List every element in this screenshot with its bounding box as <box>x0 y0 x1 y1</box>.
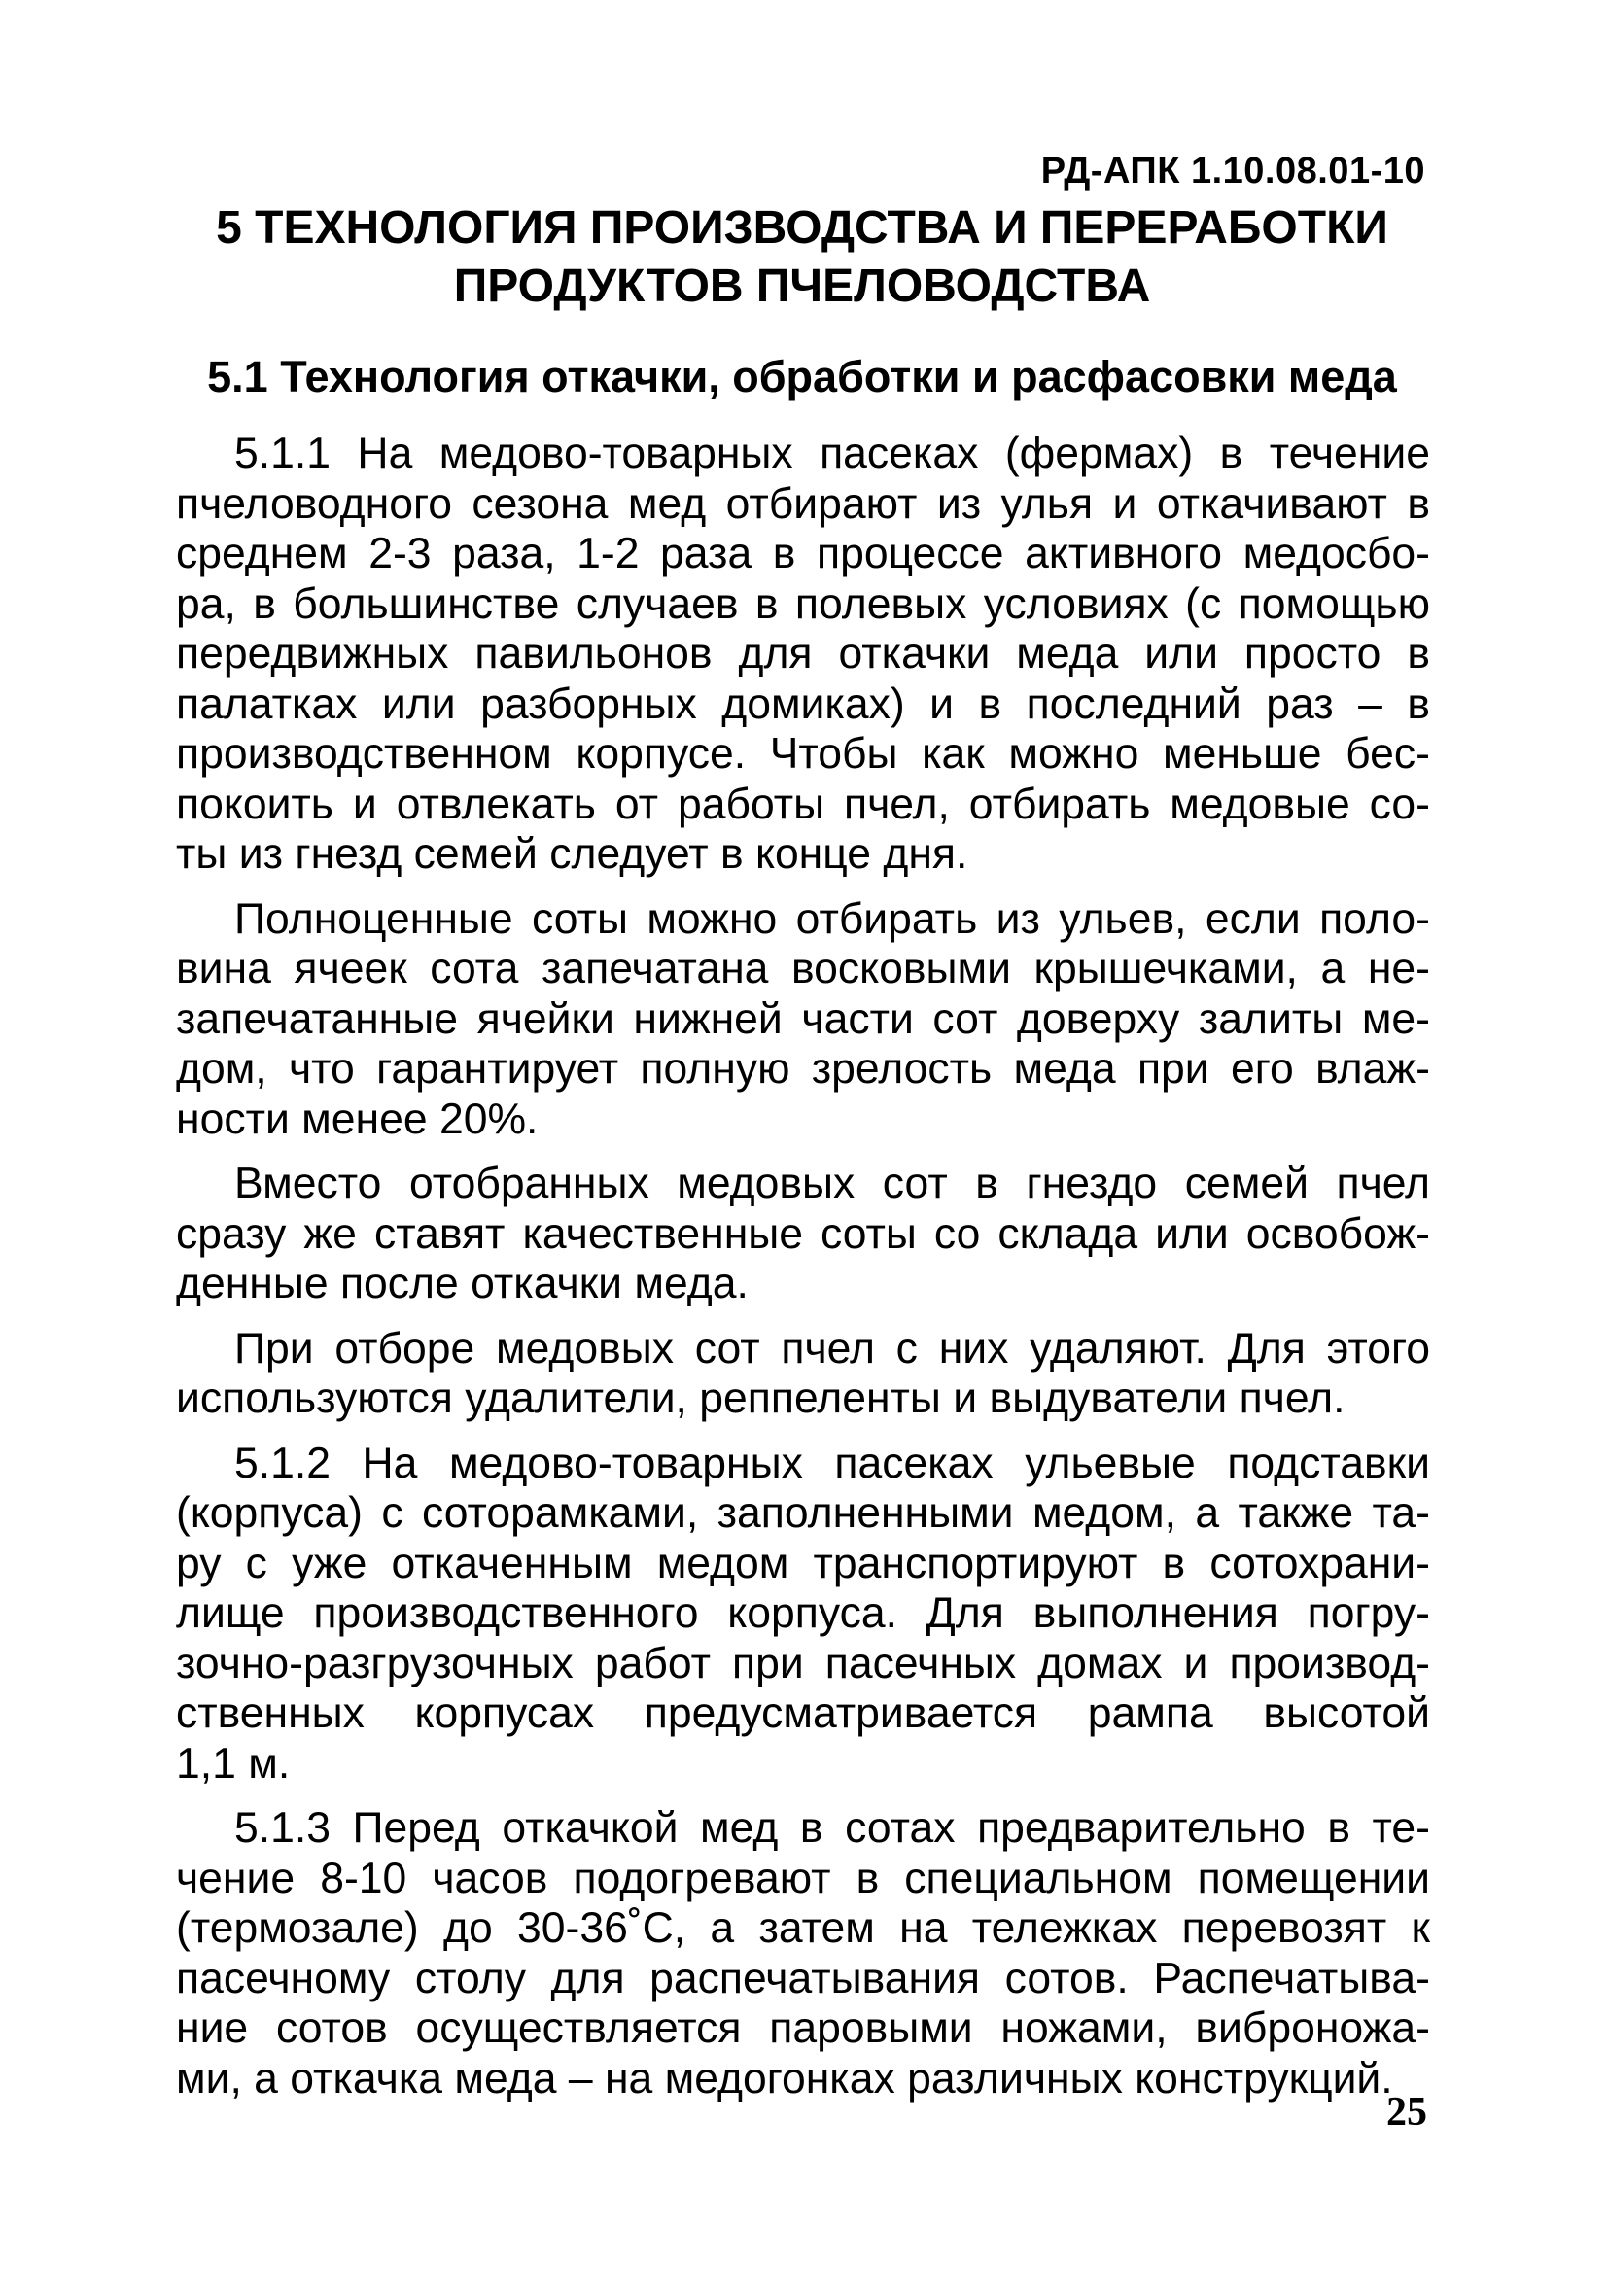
text-line: 5.1.3 Перед откачкой мед в сотах предварительно в те- <box>234 1804 1430 1852</box>
text-line: денные после откачки меда. <box>176 1260 749 1307</box>
text-line: среднем 2-3 раза, 1-2 раза в процессе активного медосбо- <box>176 530 1430 577</box>
text-line: используются удалители, реппеленты и выдуватели пчел. <box>176 1374 1346 1422</box>
text-line: 5.1.1 На медово-товарных пасеках (фермах) в течение <box>234 430 1430 477</box>
text-line: ности менее 20%. <box>176 1095 539 1143</box>
text-line: При отборе медовых сот пчел с них удаляют. Для этого <box>234 1324 1430 1373</box>
text-line: вина ячеек сота запечатана восковыми крышечками, а не- <box>176 945 1430 992</box>
text-line: производственном корпусе. Чтобы как можно меньше бес- <box>176 730 1430 778</box>
text-line: передвижных павильонов для откачки меда или просто в <box>176 630 1430 678</box>
paragraph-5-1-3 <box>176 1803 1430 2104</box>
text-line: ми, а откачка меда – на медогонках различных конструкций. <box>176 2054 1393 2103</box>
text-line: (термозале) до 30-36˚С, а затем на тележках перевозят к <box>176 1904 1430 1952</box>
paragraph-full-combs <box>176 894 1430 1145</box>
text-line: (корпуса) с соторамками, заполненными медом, а также та- <box>176 1489 1430 1537</box>
paragraph-bee-removal <box>176 1324 1430 1424</box>
text-line: 1,1 м. <box>176 1739 291 1788</box>
text-line: Полноценные соты можно отбирать из ульев, если поло- <box>234 894 1430 943</box>
text-line: чение 8-10 часов подогревают в специальном помещении <box>176 1854 1430 1902</box>
text-line: ра, в большинстве случаев в полевых условиях (с помощью <box>176 579 1430 628</box>
text-line: ние сотов осуществляется паровыми ножами, виброножа- <box>176 2004 1430 2052</box>
page-number: 25 <box>1386 2090 1427 2135</box>
text-line: лище производственного корпуса. Для выполнения погру- <box>176 1589 1430 1637</box>
text-line: Вместо отобранных медовых сот в гнездо семей пчел <box>234 1160 1430 1207</box>
text-line: пасечному столу для распечатывания сотов. Распечатыва- <box>176 1954 1430 2002</box>
section-title: 5.1 Технология откачки, обработки и расфасовки меда <box>207 352 1397 401</box>
text-line: зочно-разгрузочных работ при пасечных домах и производ- <box>176 1639 1430 1687</box>
text-line: 5.1.2 На медово-товарных пасеках ульевые подставки <box>234 1439 1430 1487</box>
text-line: пчеловодного сезона мед отбирают из улья и откачивают в <box>176 479 1430 528</box>
text-line: сразу же ставят качественные соты со склада или освобож- <box>176 1209 1430 1258</box>
document-code: РД-АПК 1.10.08.01-10 <box>1040 151 1425 191</box>
paragraph-replacement-combs <box>176 1159 1430 1309</box>
paragraph-5-1-1 <box>176 429 1430 880</box>
text-line: покоить и отвлекать от работы пчел, отбирать медовые со- <box>176 780 1430 828</box>
chapter-title <box>175 199 1429 316</box>
text-line: ру с уже откаченным медом транспортируют в сотохрани- <box>176 1539 1430 1587</box>
paragraph-5-1-2 <box>176 1439 1430 1790</box>
text-line: дом, что гарантирует полную зрелость меда при его влаж- <box>176 1045 1430 1093</box>
text-line: запечатанные ячейки нижней части сот доверху залиты ме- <box>176 994 1430 1043</box>
text-line: ственных корпусах предусматривается рампа высотой <box>176 1689 1430 1737</box>
chapter-title-line: 5 ТЕХНОЛОГИЯ ПРОИЗВОДСТВА И ПЕРЕРАБОТКИ <box>216 202 1388 254</box>
text-line: палатках или разборных домиках) и в последний раз – в <box>176 679 1430 728</box>
text-line: ты из гнезд семей следует в конце дня. <box>176 830 968 878</box>
chapter-title-line: ПРОДУКТОВ ПЧЕЛОВОДСТВА <box>453 261 1151 312</box>
body-text <box>176 429 1430 2104</box>
